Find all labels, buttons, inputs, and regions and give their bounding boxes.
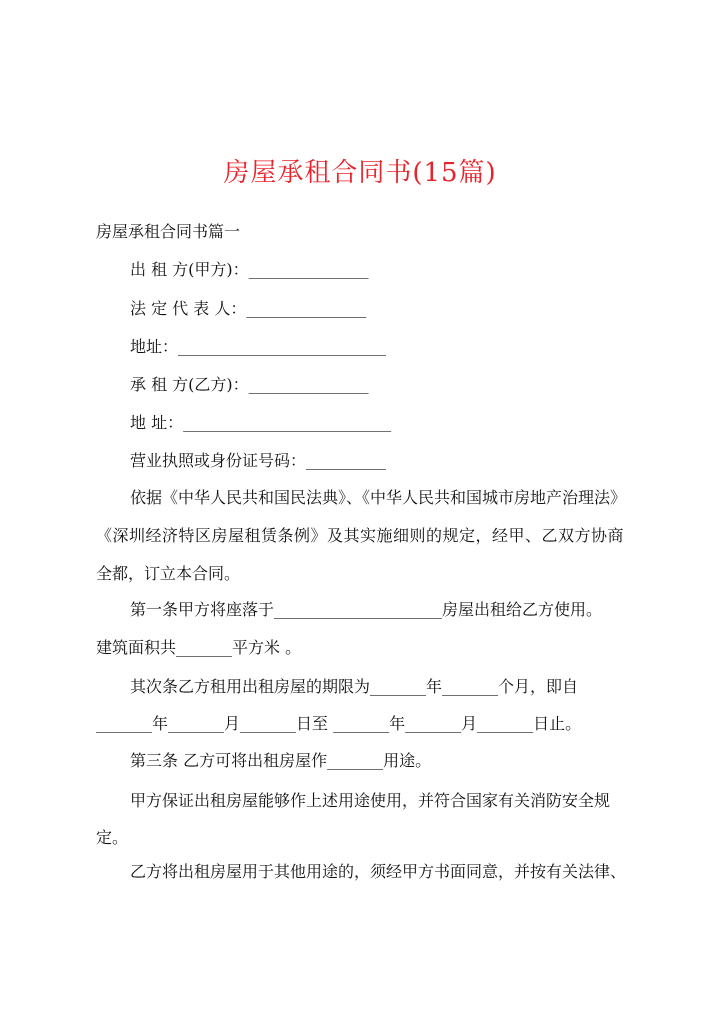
- document-title: 房屋承租合同书(15篇): [223, 158, 497, 188]
- basis-paragraph-line-1: 依据《中华人民共和国民法典》、《中华人民共和国城市房地产治理法》: [130, 488, 627, 507]
- article-2-line-1: 其次条乙方租用出租房屋的期限为_______年_______个月，即自: [130, 677, 579, 696]
- article-1-line-1: 第一条甲方将座落于_____________________房屋出租给乙方使用。: [130, 600, 603, 619]
- use-paragraph-line-1: 甲方保证出租房屋能够作上述用途使用，并符合国家有关消防安全规: [130, 791, 611, 810]
- legal-rep-line: 法 定 代 表 人：_______________: [130, 299, 367, 318]
- article-3-line: 第三条 乙方可将出租房屋作_______用途。: [130, 751, 432, 770]
- other-use-paragraph-line: 乙方将出租房屋用于其他用途的，须经甲方书面同意，并按有关法律、: [130, 862, 627, 881]
- section-heading: 房屋承租合同书篇一: [96, 222, 241, 241]
- article-2-line-2: _______年_______月_______日至 _______年_______月_______日止。: [96, 714, 582, 733]
- lessee-line: 承 租 方(乙方)：_______________: [130, 375, 369, 394]
- basis-paragraph-line-2: 《深圳经济特区房屋租赁条例》及其实施细则的规定，经甲、乙双方协商: [96, 526, 625, 545]
- article-1-line-2: 建筑面积共_______平方米 。: [96, 638, 302, 657]
- address-line-1: 地址：__________________________: [130, 337, 387, 356]
- lessor-line: 出 租 方(甲方)：_______________: [130, 260, 369, 279]
- address-line-2: 地 址：__________________________: [130, 413, 392, 432]
- use-paragraph-line-2: 定。: [96, 828, 129, 847]
- license-line: 营业执照或身份证号码：__________: [130, 451, 387, 470]
- basis-paragraph-line-3: 全都，订立本合同。: [96, 564, 241, 583]
